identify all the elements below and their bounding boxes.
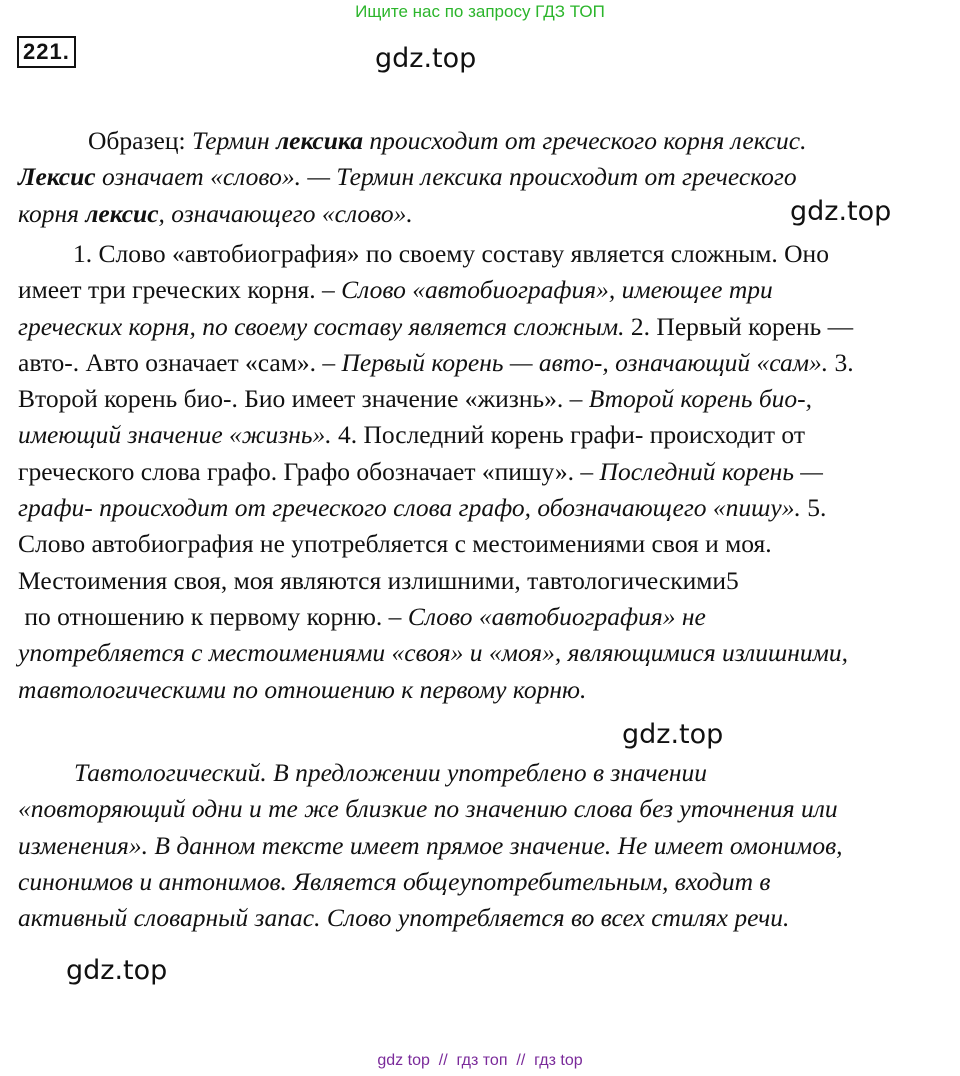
text-line: имеет три греческих корня. – Слово «автобиография», имеющее три bbox=[18, 275, 773, 305]
text-line: греческого слова графо. Графо обозначает «пишу». – Последний корень — bbox=[18, 456, 823, 486]
text-line: имеющий значение «жизнь». 4. Последний корень графи- происходит от bbox=[18, 420, 805, 450]
sample-term: Лексис bbox=[18, 162, 96, 192]
sample-term: лексика bbox=[276, 126, 363, 155]
text-line: изменения». В данном тексте имеет прямое значение. Не имеет омонимов, bbox=[18, 830, 843, 860]
sample-term: лексис bbox=[85, 198, 159, 228]
text-line: синонимов и антонимов. Является общеупотребительным, входит в bbox=[18, 866, 771, 896]
watermark: gdz.top bbox=[375, 43, 477, 74]
text-line: 1. Слово «автобиография» по своему составу является сложным. Оно bbox=[73, 239, 829, 268]
watermark: gdz.top bbox=[66, 955, 168, 986]
watermark: gdz.top bbox=[622, 719, 724, 750]
text-line: употребляется с местоимениями «своя» и «моя», являющимися излишними, bbox=[18, 638, 849, 668]
text-line: авто-. Авто означает «сам». – Первый корень — авто-, означающий «сам». 3. bbox=[18, 347, 854, 377]
text-line: графи- происходит от греческого слова графо, обозначающего «пишу». 5. bbox=[18, 493, 827, 523]
sample-text: происходит от греческого корня лексис. bbox=[362, 126, 807, 155]
exercise-number: 221. bbox=[17, 36, 76, 68]
text-line: Слово автобиография не употребляется с местоимениями своя и моя. bbox=[18, 529, 772, 559]
sample-paragraph bbox=[18, 123, 806, 232]
top-banner: Ищите нас по запросу ГДЗ ТОП bbox=[355, 2, 605, 21]
text-line: Местоимения своя, моя являются излишними, тавтологическими5 bbox=[18, 565, 739, 595]
analysis-paragraph bbox=[18, 755, 843, 936]
text-line: тавтологическими по отношению к первому корню. bbox=[18, 674, 587, 704]
text-line: греческих корня, по своему составу является сложным. 2. Первый корень — bbox=[18, 311, 854, 341]
text-line: по отношению к первому корню. – Слово «автобиография» не bbox=[18, 601, 706, 631]
sample-text: корня bbox=[18, 198, 86, 228]
sample-label: Образец: bbox=[88, 126, 192, 155]
main-paragraph bbox=[18, 236, 854, 708]
sample-text: Термин bbox=[191, 126, 277, 155]
footer-links: gdz top // гдз топ // гдз top bbox=[377, 1052, 583, 1069]
sample-text: , означающего «слово». bbox=[158, 198, 413, 228]
text-line: «повторяющий одни и те же близкие по значению слова без уточнения или bbox=[18, 794, 838, 824]
text-line: Второй корень био-. Био имеет значение «жизнь». – Второй корень био-, bbox=[18, 384, 813, 414]
text-line: активный словарный запас. Слово употребляется во всех стилях речи. bbox=[18, 903, 790, 933]
watermark: gdz.top bbox=[790, 196, 892, 227]
sample-text: означает «слово». — Термин лексика происходит от греческого bbox=[95, 162, 797, 192]
text-line: Тавтологический. В предложении употреблено в значении bbox=[74, 758, 708, 787]
